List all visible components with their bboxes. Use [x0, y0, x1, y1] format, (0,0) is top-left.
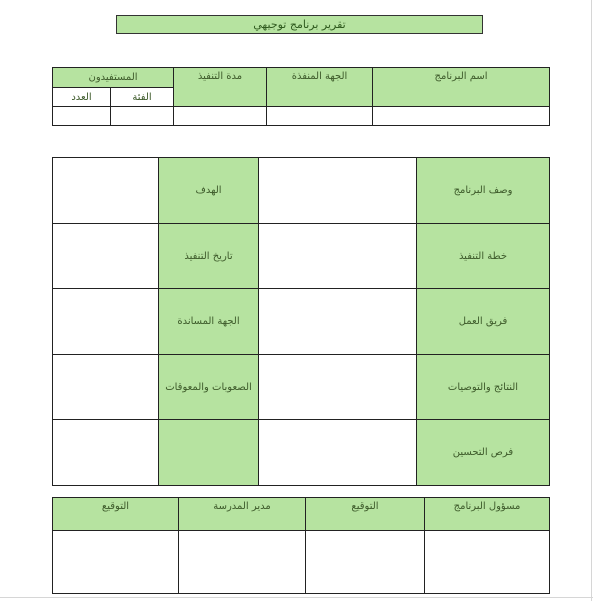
count-cell[interactable] [53, 107, 111, 126]
signature-header-1: التوقيع [306, 498, 425, 531]
page-edge-bottom [0, 597, 593, 598]
duration-header: مدة التنفيذ [174, 68, 267, 107]
table-row [53, 224, 550, 289]
program-info-table [52, 67, 550, 126]
program-name-cell[interactable] [373, 107, 550, 126]
school-principal-cell[interactable] [179, 531, 306, 594]
table-row [53, 158, 550, 224]
executing-body-cell[interactable] [267, 107, 373, 126]
beneficiaries-header: المستفيدون [53, 68, 174, 88]
empty-label [159, 420, 259, 486]
description-cell[interactable] [259, 158, 417, 224]
improvement-label: فرص التحسين [417, 420, 550, 486]
count-subheader: العدد [53, 88, 111, 107]
category-subheader: الفئة [111, 88, 174, 107]
program-manager-cell[interactable] [425, 531, 550, 594]
signature-cell-1[interactable] [306, 531, 425, 594]
support-label: الجهة المساندة [159, 289, 259, 355]
report-title: تقرير برنامج توجيهي [116, 15, 483, 34]
improvement-cell[interactable] [259, 420, 417, 486]
school-principal-header: مدير المدرسة [179, 498, 306, 531]
table-row [53, 289, 550, 355]
description-label: وصف البرنامج [417, 158, 550, 224]
date-cell[interactable] [53, 224, 159, 289]
goal-cell[interactable] [53, 158, 159, 224]
empty-cell[interactable] [53, 420, 159, 486]
plan-cell[interactable] [259, 224, 417, 289]
team-cell[interactable] [259, 289, 417, 355]
difficulties-label: الصعوبات والمعوقات [159, 355, 259, 420]
date-label: تاريخ التنفيذ [159, 224, 259, 289]
results-cell[interactable] [259, 355, 417, 420]
team-label: فريق العمل [417, 289, 550, 355]
program-manager-header: مسؤول البرنامج [425, 498, 550, 531]
page-edge-right [591, 0, 592, 601]
duration-cell[interactable] [174, 107, 267, 126]
program-details-table [52, 157, 550, 486]
plan-label: خطة التنفيذ [417, 224, 550, 289]
category-cell[interactable] [111, 107, 174, 126]
results-label: النتائج والتوصيات [417, 355, 550, 420]
executing-body-header: الجهة المنفذة [267, 68, 373, 107]
signature-cell-2[interactable] [53, 531, 179, 594]
table-row [53, 355, 550, 420]
goal-label: الهدف [159, 158, 259, 224]
signature-header-2: التوقيع [53, 498, 179, 531]
program-name-header: اسم البرنامج [373, 68, 550, 107]
table-row [53, 420, 550, 486]
support-cell[interactable] [53, 289, 159, 355]
signature-table [52, 497, 550, 594]
difficulties-cell[interactable] [53, 355, 159, 420]
